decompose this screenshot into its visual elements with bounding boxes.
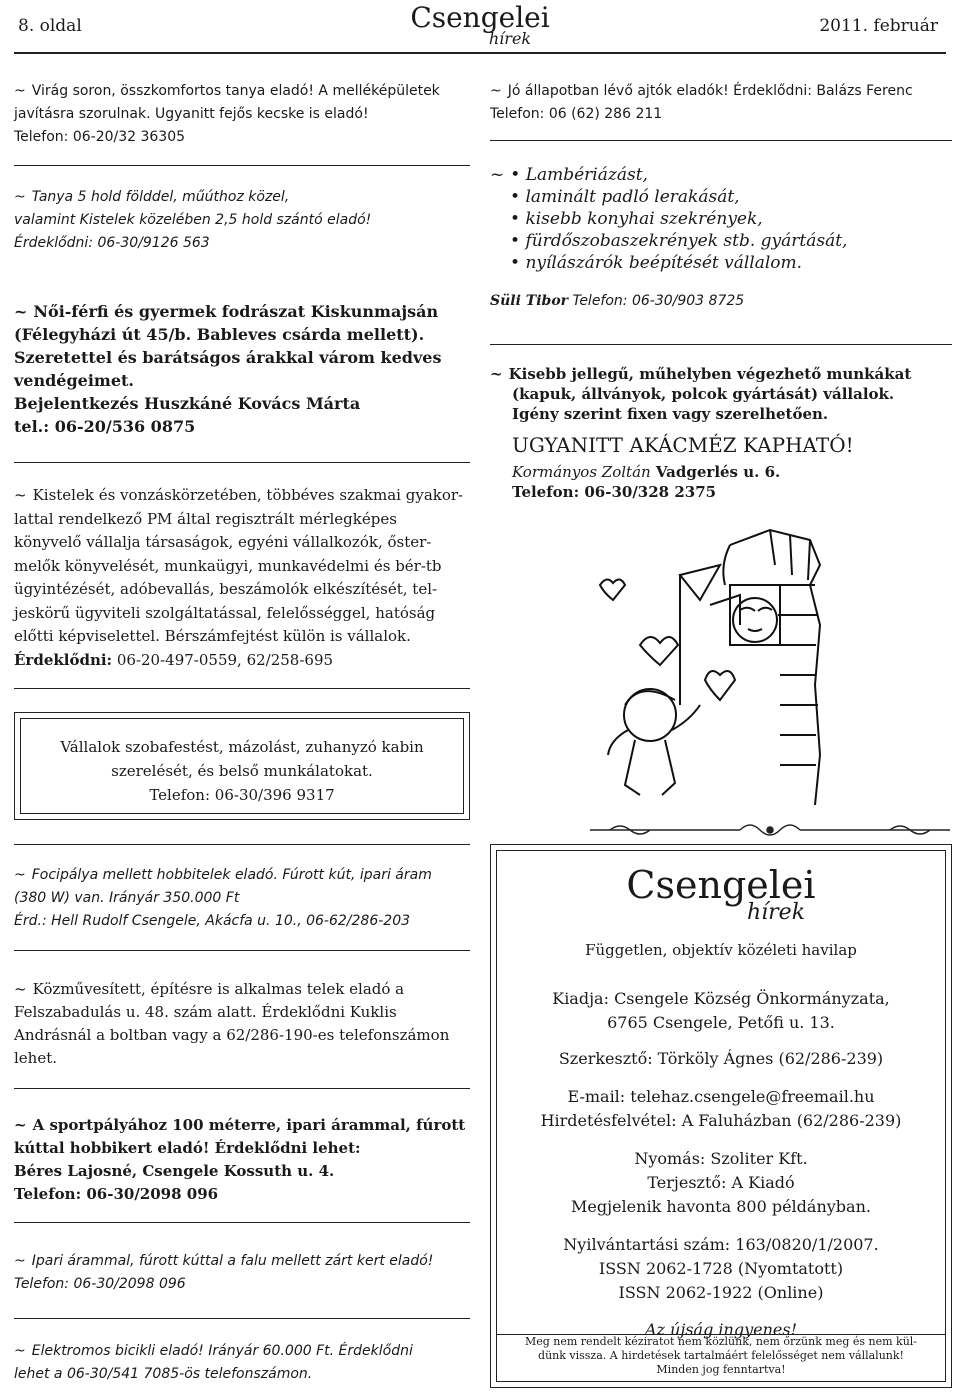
- ad-line: Virág soron, összkomfortos tanya eladó! A melléképületek: [31, 83, 440, 99]
- ad-line: Telefon: 06-30/2098 096: [14, 1276, 186, 1292]
- masthead-subtitle: hírek: [488, 29, 532, 48]
- ad-line: Kisebb jellegű, műhelyben végezhető munkákat: [508, 365, 912, 383]
- list-item: kisebb konyhai szekrények,: [525, 209, 763, 229]
- bullet: •: [510, 209, 521, 229]
- ad-headline: UGYANITT AKÁCMÉZ KAPHATÓ!: [512, 433, 854, 457]
- footer-line: Minden jog fenntartva!: [656, 1363, 786, 1376]
- tilde-mark: ~: [14, 302, 28, 321]
- ad-metalwork: [490, 364, 952, 502]
- publisher-line: Kiadja: Csengele Község Önkormányzata,: [552, 989, 890, 1008]
- tilde-mark: ~: [14, 1253, 26, 1269]
- ornament-divider-icon: [590, 818, 950, 842]
- ad-line: előtti képviselettel. Bérszámfejtést külön is vállalok.: [14, 627, 411, 645]
- ad-line: Focipálya mellett hobbitelek eladó. Fúrott kút, ipari áram: [31, 867, 432, 883]
- contact-label: Érdeklődni:: [14, 650, 113, 669]
- box-line: Vállalok szobafestést, mázolást, zuhanyzó kabin: [60, 738, 424, 756]
- imprint-title: Csengelei: [626, 863, 816, 907]
- ad-farm-sale: [14, 80, 474, 149]
- divider: [490, 140, 952, 141]
- box-inner: [20, 718, 464, 814]
- list-item: laminált padló lerakását,: [525, 187, 740, 207]
- ad-line: Jó állapotban lévő ajtók eladók! Érdeklődni: Balázs Ferenc: [507, 83, 913, 99]
- bullet: •: [510, 165, 521, 185]
- issn-print-line: ISSN 2062-1728 (Nyomtatott): [598, 1259, 844, 1278]
- printing-line: Nyomás: Szoliter Kft.: [634, 1149, 808, 1168]
- tilde-mark: ~: [490, 83, 502, 99]
- ad-line: lehet.: [14, 1049, 58, 1067]
- ad-hobby-plot: [14, 864, 476, 933]
- divider: [14, 165, 470, 166]
- ad-line: ügyintézését, adóbevallás, beszámolók elkészítését, tel-: [14, 580, 438, 598]
- page-header: [0, 0, 960, 56]
- footer-line: dünk vissza. A hirdetések tartalmáért felelősséget nem vállalunk!: [538, 1349, 904, 1362]
- advertiser-phone: Telefon: 06-30/328 2375: [512, 483, 717, 501]
- divider: [490, 344, 952, 345]
- ad-line: jeskörű ügyviteli szolgáltatással, felelősséggel, hatóság: [14, 603, 436, 622]
- advertiser-name: Kormányos Zoltán: [512, 463, 651, 481]
- ad-line: javításra szorulnak. Ugyanitt fejős kecske is eladó!: [14, 106, 369, 122]
- imprint-box: [490, 844, 952, 1388]
- ad-line: Kistelek és vonzáskörzetében, többéves szakmai gyakor-: [32, 486, 464, 504]
- ad-line: kúttal hobbikert eladó! Érdeklődni lehet:: [14, 1139, 361, 1157]
- tilde-mark: ~: [14, 486, 27, 504]
- box-line: Telefon: 06-30/396 9317: [149, 786, 335, 804]
- ad-line: melők könyvelését, munkaügyi, munkavédelmi és bér-tb: [14, 556, 442, 575]
- ad-line: Női-férfi és gyermek fodrászat Kiskunmajsán: [33, 302, 439, 321]
- tilde-mark: ~: [14, 1343, 26, 1359]
- ad-line: Igény szerint fixen vagy szerelhetően.: [512, 405, 829, 423]
- divider: [14, 462, 470, 463]
- ad-hairdresser: [14, 300, 474, 438]
- ad-line: vendégeimet.: [14, 371, 134, 390]
- divider: [14, 1088, 470, 1089]
- list-item: fürdőszobaszekrények stb. gyártását,: [525, 231, 848, 251]
- ads-line: Hirdetésfelvétel: A Faluházban (62/286-239): [540, 1111, 902, 1130]
- divider: [14, 1318, 470, 1319]
- tilde-mark: ~: [14, 189, 26, 205]
- ad-line: Közművesített, építésre is alkalmas telek eladó a: [32, 980, 405, 998]
- free-notice: Az újság ingyenes!: [645, 1320, 797, 1339]
- divider: [14, 1222, 470, 1223]
- contact-phone: 06-20-497-0559, 62/258-695: [112, 650, 334, 669]
- ad-line: Tanya 5 hold földdel, műúthoz közel,: [31, 189, 290, 205]
- imprint-title-sub: hírek: [746, 900, 806, 925]
- box-line: szerelését, és belső munkálatokat.: [111, 762, 373, 780]
- ad-accountant: [14, 484, 476, 672]
- masthead: [0, 1, 960, 48]
- tilde-mark: ~: [490, 165, 505, 185]
- header-rule: [14, 52, 946, 54]
- tilde-mark: ~: [14, 83, 26, 99]
- ad-line: Érd.: Hell Rudolf Csengele, Akácfa u. 10., 06-62/286-203: [14, 913, 411, 929]
- tilde-mark: ~: [14, 980, 27, 998]
- ad-line: tel.: 06-20/536 0875: [14, 417, 196, 436]
- ad-closed-garden: [14, 1250, 476, 1296]
- list-item: Lambériázást,: [525, 165, 648, 185]
- ad-line: Telefon: 06-30/2098 096: [14, 1185, 219, 1203]
- ad-line: (380 W) van. Irányár 350.000 Ft: [14, 890, 240, 906]
- divider: [14, 688, 470, 689]
- ad-line: (Félegyházi út 45/b. Bableves csárda mellett).: [14, 325, 425, 344]
- bullet: •: [510, 231, 521, 251]
- ad-line: Felszabadulás u. 48. szám alatt. Érdeklődni Kuklis: [14, 1003, 397, 1021]
- ad-line: Elektromos bicikli eladó! Irányár 60.000 Ft. Érdeklődni: [31, 1343, 413, 1359]
- footer-line: Meg nem rendelt kéziratot nem közlünk, nem őrzünk meg és nem kül-: [524, 1335, 918, 1348]
- ad-line: lattal rendelkező PM által regisztrált mérlegképes: [14, 509, 397, 528]
- ad-line: Érdeklődni: 06-30/9126 563: [14, 235, 210, 251]
- list-item: nyílászárók beépítését vállalom.: [525, 253, 803, 273]
- ad-hobby-garden: [14, 1114, 476, 1206]
- ad-line: Béres Lajosné, Csengele Kossuth u. 4.: [14, 1162, 335, 1180]
- email-line: E-mail: telehaz.csengele@freemail.hu: [567, 1087, 875, 1106]
- publisher-address: 6765 Csengele, Petőfi u. 13.: [607, 1013, 835, 1032]
- ad-electric-bike: [14, 1340, 476, 1386]
- advertiser-address: Vadgerlés u. 6.: [650, 463, 781, 481]
- tilde-mark: ~: [14, 1116, 27, 1134]
- ad-carpentry: [490, 164, 952, 312]
- registry-line: Nyilvántartási szám: 163/0820/1/2007.: [563, 1235, 879, 1254]
- ad-box-painting: [14, 712, 470, 820]
- tilde-mark: ~: [490, 365, 503, 383]
- rapunzel-illustration: [580, 525, 880, 815]
- ad-line: Szeretettel és barátságos árakkal várom kedves: [14, 348, 442, 367]
- ad-line: A sportpályához 100 méterre, ipari árammal, fúrott: [32, 1116, 466, 1134]
- bullet: •: [510, 187, 521, 207]
- ad-line: valamint Kistelek közelében 2,5 hold szántó eladó!: [14, 212, 372, 228]
- issn-online-line: ISSN 2062-1922 (Online): [618, 1283, 824, 1302]
- bullet: •: [510, 253, 521, 273]
- ad-line: lehet a 06-30/541 7085-ös telefonszámon.: [14, 1366, 313, 1382]
- ad-doors: [490, 80, 952, 126]
- ad-building-plot: [14, 978, 476, 1070]
- tilde-mark: ~: [14, 867, 26, 883]
- ad-line: könyvelő vállalja társaságok, egyéni vállalkozók, őster-: [14, 533, 432, 551]
- advertiser-name: Süli Tibor: [490, 293, 569, 309]
- divider: [14, 844, 470, 845]
- imprint-inner: [496, 850, 946, 1382]
- ad-land-sale: [14, 186, 474, 255]
- ad-line: Ipari árammal, fúrott kúttal a falu mellett zárt kert eladó!: [31, 1253, 434, 1269]
- ad-line: Andrásnál a boltban vagy a 62/286-190-es telefonszámon: [14, 1026, 450, 1044]
- distribution-line: Terjesztő: A Kiadó: [647, 1173, 795, 1192]
- imprint-tagline: Független, objektív közéleti havilap: [585, 941, 857, 959]
- ad-line: Bejelentkezés Huszkáné Kovács Márta: [14, 394, 361, 413]
- ad-line: Telefon: 06 (62) 286 211: [490, 106, 663, 122]
- editor-line: Szerkesztő: Törköly Ágnes (62/286-239): [558, 1049, 884, 1068]
- issue-date: 2011. február: [819, 16, 938, 36]
- ad-line: (kapuk, állványok, polcok gyártását) vállalok.: [512, 385, 895, 403]
- ad-line: Telefon: 06-20/32 36305: [14, 129, 186, 145]
- masthead-title: Csengelei: [410, 1, 550, 34]
- page-number: 8. oldal: [18, 16, 82, 36]
- imprint-footer: [501, 1335, 941, 1377]
- frequency-line: Megjelenik havonta 800 példányban.: [571, 1197, 871, 1216]
- divider: [14, 950, 470, 951]
- advertiser-phone: Telefon: 06-30/903 8725: [568, 293, 745, 309]
